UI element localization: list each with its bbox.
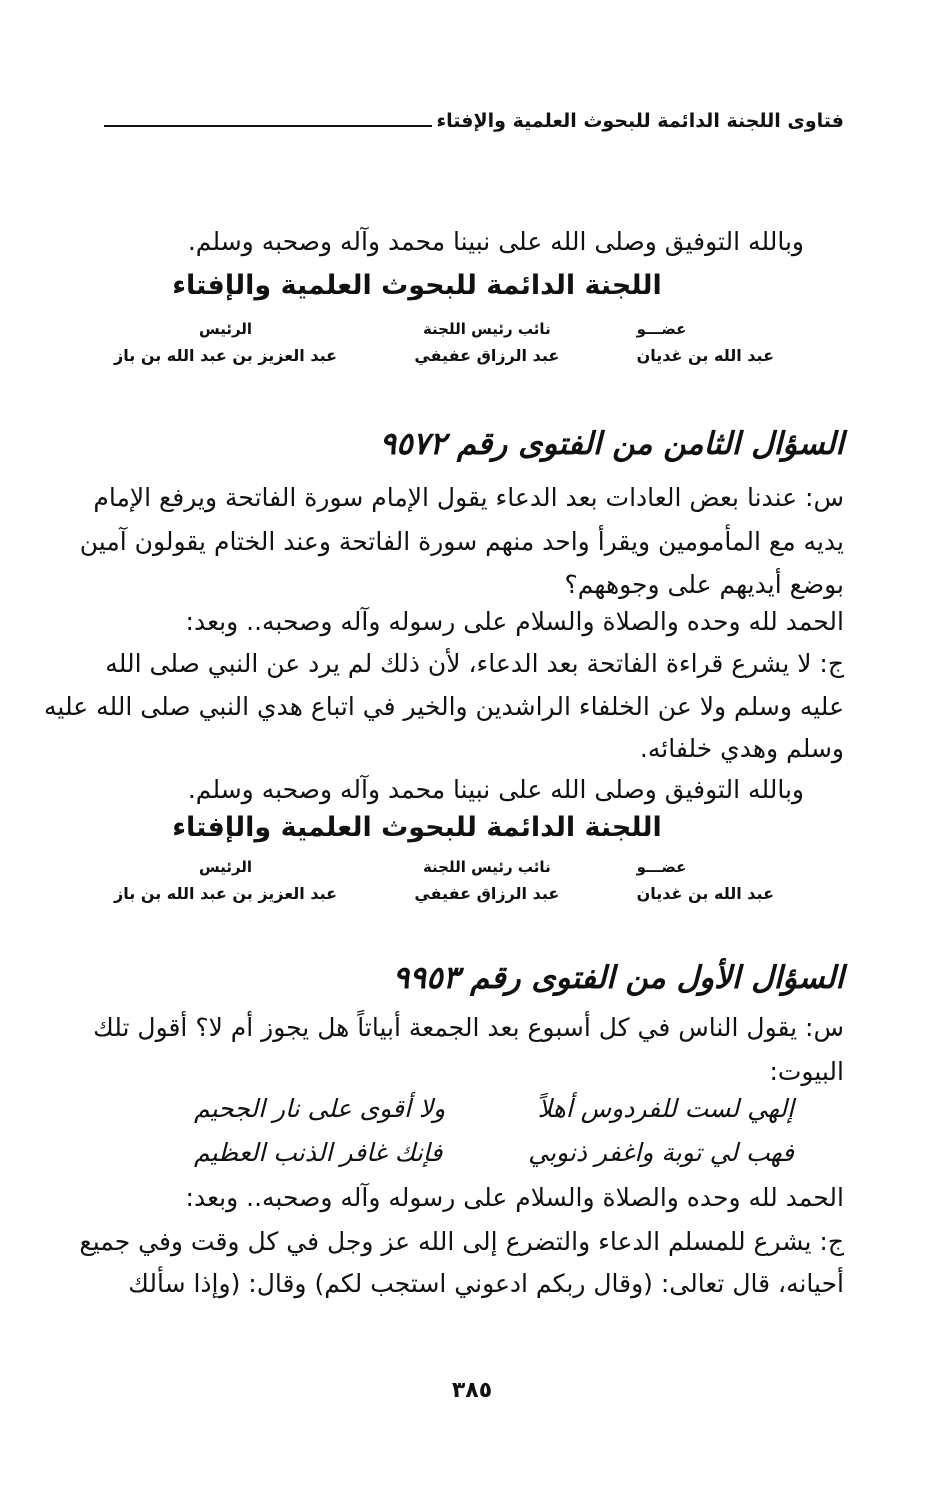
signature-name: عبد الرزاق عفيفي	[414, 884, 560, 903]
signature-vice-chair	[414, 858, 559, 903]
signature-chair	[114, 858, 337, 903]
fatwa-title: السؤال الأول من الفتوى رقم ٩٩٥٣	[392, 960, 844, 996]
committee-heading: اللجنة الدائمة للبحوث العلمية والإفتاء	[172, 270, 662, 301]
question-line: يديه مع المأمومين ويقرأ واحد منهم سورة الفاتحة وعند الختام يقولون آمين	[79, 527, 844, 556]
verse-hemistich: فهب لي توبة واغفر ذنوبي	[528, 1138, 794, 1167]
answer-line: عليه وسلم ولا عن الخلفاء الراشدين والخير في اتباع هدي النبي صلى الله عليه	[44, 692, 844, 721]
signature-role: الرئيس	[199, 320, 253, 338]
hamd-line: الحمد لله وحده والصلاة والسلام على رسوله وآله وصحبه.. وبعد:	[185, 1183, 844, 1212]
hamd-line: الحمد لله وحده والصلاة والسلام على رسوله وآله وصحبه.. وبعد:	[185, 607, 844, 636]
running-header	[104, 110, 844, 132]
page-number: ٣٨٥	[451, 1378, 493, 1403]
signature-role: الرئيس	[199, 858, 253, 876]
signature-name: عبد الرزاق عفيفي	[414, 346, 560, 365]
signature-chair	[114, 320, 337, 365]
closing-blessing: وبالله التوفيق وصلى الله على نبينا محمد وآله وصحبه وسلم.	[187, 227, 804, 256]
running-title: فتاوى اللجنة الدائمة للبحوث العلمية والإفتاء	[436, 110, 844, 132]
signature-name: عبد الله بن غديان	[636, 346, 774, 365]
signature-role: نائب رئيس اللجنة	[422, 320, 551, 338]
verse-row	[194, 1094, 794, 1123]
question-line: البيوت:	[769, 1057, 844, 1086]
verse-hemistich: إلهي لست للفردوس أهلاً	[537, 1094, 794, 1123]
signature-name: عبد العزيز بن عبد الله بن باز	[114, 884, 338, 903]
answer-line: أحيانه، قال تعالى: (وقال ربكم ادعوني استجب لكم) وقال: (وإذا سألك	[128, 1269, 844, 1298]
verse-hemistich: ولا أقوى على نار الجحيم	[194, 1094, 446, 1123]
committee-heading: اللجنة الدائمة للبحوث العلمية والإفتاء	[172, 812, 662, 843]
verse-hemistich: فإنك غافر الذنب العظيم	[194, 1138, 443, 1167]
question-line: س: عندنا بعض العادات بعد الدعاء يقول الإمام سورة الفاتحة ويرفع الإمام	[93, 483, 844, 512]
signature-member	[637, 858, 774, 903]
signature-role: عضـــو	[636, 858, 687, 876]
answer-line: ج: يشرع للمسلم الدعاء والتضرع إلى الله عز وجل في كل وقت وفي جميع	[79, 1227, 844, 1256]
closing-blessing: وبالله التوفيق وصلى الله على نبينا محمد وآله وصحبه وسلم.	[187, 775, 804, 804]
signature-row	[114, 320, 774, 365]
signature-name: عبد الله بن غديان	[636, 884, 774, 903]
answer-line: ج: لا يشرع قراءة الفاتحة بعد الدعاء، لأن ذلك لم يرد عن النبي صلى الله	[105, 649, 844, 678]
question-line: بوضع أيديهم على وجوههم؟	[564, 570, 844, 599]
signature-name: عبد العزيز بن عبد الله بن باز	[114, 346, 338, 365]
signature-role: عضـــو	[636, 320, 687, 338]
fatwa-title: السؤال الثامن من الفتوى رقم ٩٥٧٢	[379, 426, 844, 462]
verse-row	[194, 1138, 794, 1167]
signature-row	[114, 858, 774, 903]
answer-line: وسلم وهدي خلفائه.	[639, 734, 844, 763]
signature-member	[637, 320, 774, 365]
signature-vice-chair	[414, 320, 559, 365]
signature-role: نائب رئيس اللجنة	[422, 858, 551, 876]
header-rule	[104, 125, 432, 127]
question-line: س: يقول الناس في كل أسبوع بعد الجمعة أبياتاً هل يجوز أم لا؟ أقول تلك	[93, 1013, 844, 1042]
